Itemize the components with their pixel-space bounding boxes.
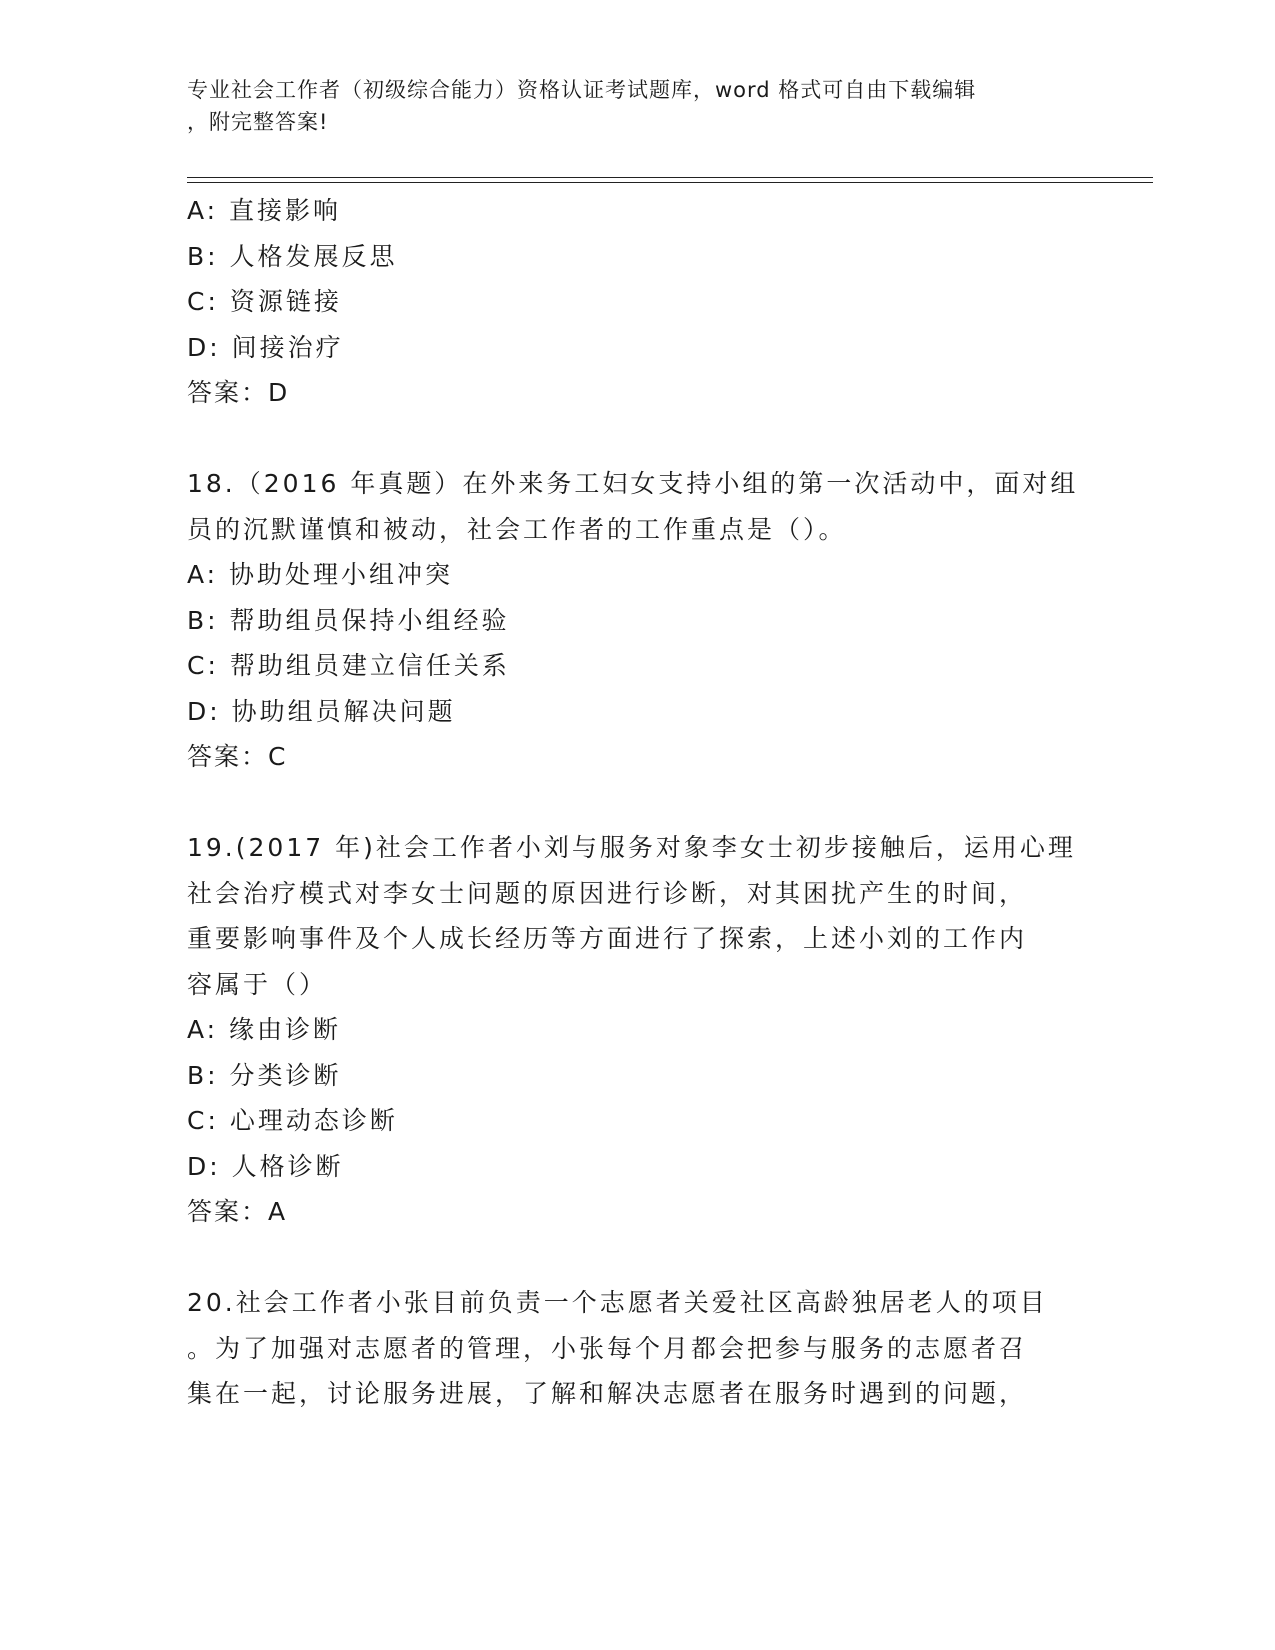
header-line-1: 专业社会工作者（初级综合能力）资格认证考试题库，word 格式可自由下载编辑 <box>187 78 977 102</box>
question-stem-line: 19.(2017 年)社会工作者小刘与服务对象李女士初步接触后，运用心理 <box>187 833 1076 862</box>
header-rule-top <box>187 177 1153 178</box>
question-stem-line: 重要影响事件及个人成长经历等方面进行了探索，上述小刘的工作内 <box>187 924 1028 953</box>
answer-line: 答案：C <box>187 742 288 771</box>
option-c: C: 心理动态诊断 <box>187 1106 398 1135</box>
option-c: C: 帮助组员建立信任关系 <box>187 651 510 680</box>
document-header <box>187 74 1067 138</box>
question-stem-line: 。为了加强对志愿者的管理，小张每个月都会把参与服务的志愿者召 <box>187 1333 1028 1363</box>
question-stem-line: 集在一起，讨论服务进展，了解和解决志愿者在服务时遇到的问题， <box>187 1379 1028 1408</box>
spacer <box>187 416 1087 462</box>
spacer <box>187 1235 1087 1281</box>
option-d: D: 人格诊断 <box>187 1151 344 1181</box>
answer-line: 答案：A <box>187 1197 288 1226</box>
option-a: A: 缘由诊断 <box>187 1015 342 1044</box>
question-stem-line: 容属于（） <box>187 969 328 999</box>
question-stem-line: 员的沉默谨慎和被动，社会工作者的工作重点是（）。 <box>187 514 847 544</box>
document-body <box>187 188 1087 1417</box>
option-b: B: 分类诊断 <box>187 1060 342 1090</box>
option-c: C: 资源链接 <box>187 287 342 316</box>
question-17 <box>187 188 1087 416</box>
option-b: B: 人格发展反思 <box>187 241 398 271</box>
question-18 <box>187 461 1087 780</box>
header-line-2: ，附完整答案! <box>187 110 329 134</box>
question-20 <box>187 1280 1087 1417</box>
option-a: A: 协助处理小组冲突 <box>187 560 454 589</box>
question-19 <box>187 825 1087 1235</box>
option-b: B: 帮助组员保持小组经验 <box>187 605 510 635</box>
question-stem-line: 18.（2016 年真题）在外来务工妇女支持小组的第一次活动中，面对组 <box>187 469 1079 498</box>
header-rule-bottom <box>187 182 1153 183</box>
question-stem-line: 20.社会工作者小张目前负责一个志愿者关爱社区高龄独居老人的项目 <box>187 1288 1048 1317</box>
option-a: A: 直接影响 <box>187 196 342 225</box>
option-d: D: 协助组员解决问题 <box>187 696 456 726</box>
answer-line: 答案：D <box>187 378 290 407</box>
question-stem-line: 社会治疗模式对李女士问题的原因进行诊断，对其困扰产生的时间， <box>187 878 1028 908</box>
spacer <box>187 780 1087 826</box>
option-d: D: 间接治疗 <box>187 332 344 362</box>
